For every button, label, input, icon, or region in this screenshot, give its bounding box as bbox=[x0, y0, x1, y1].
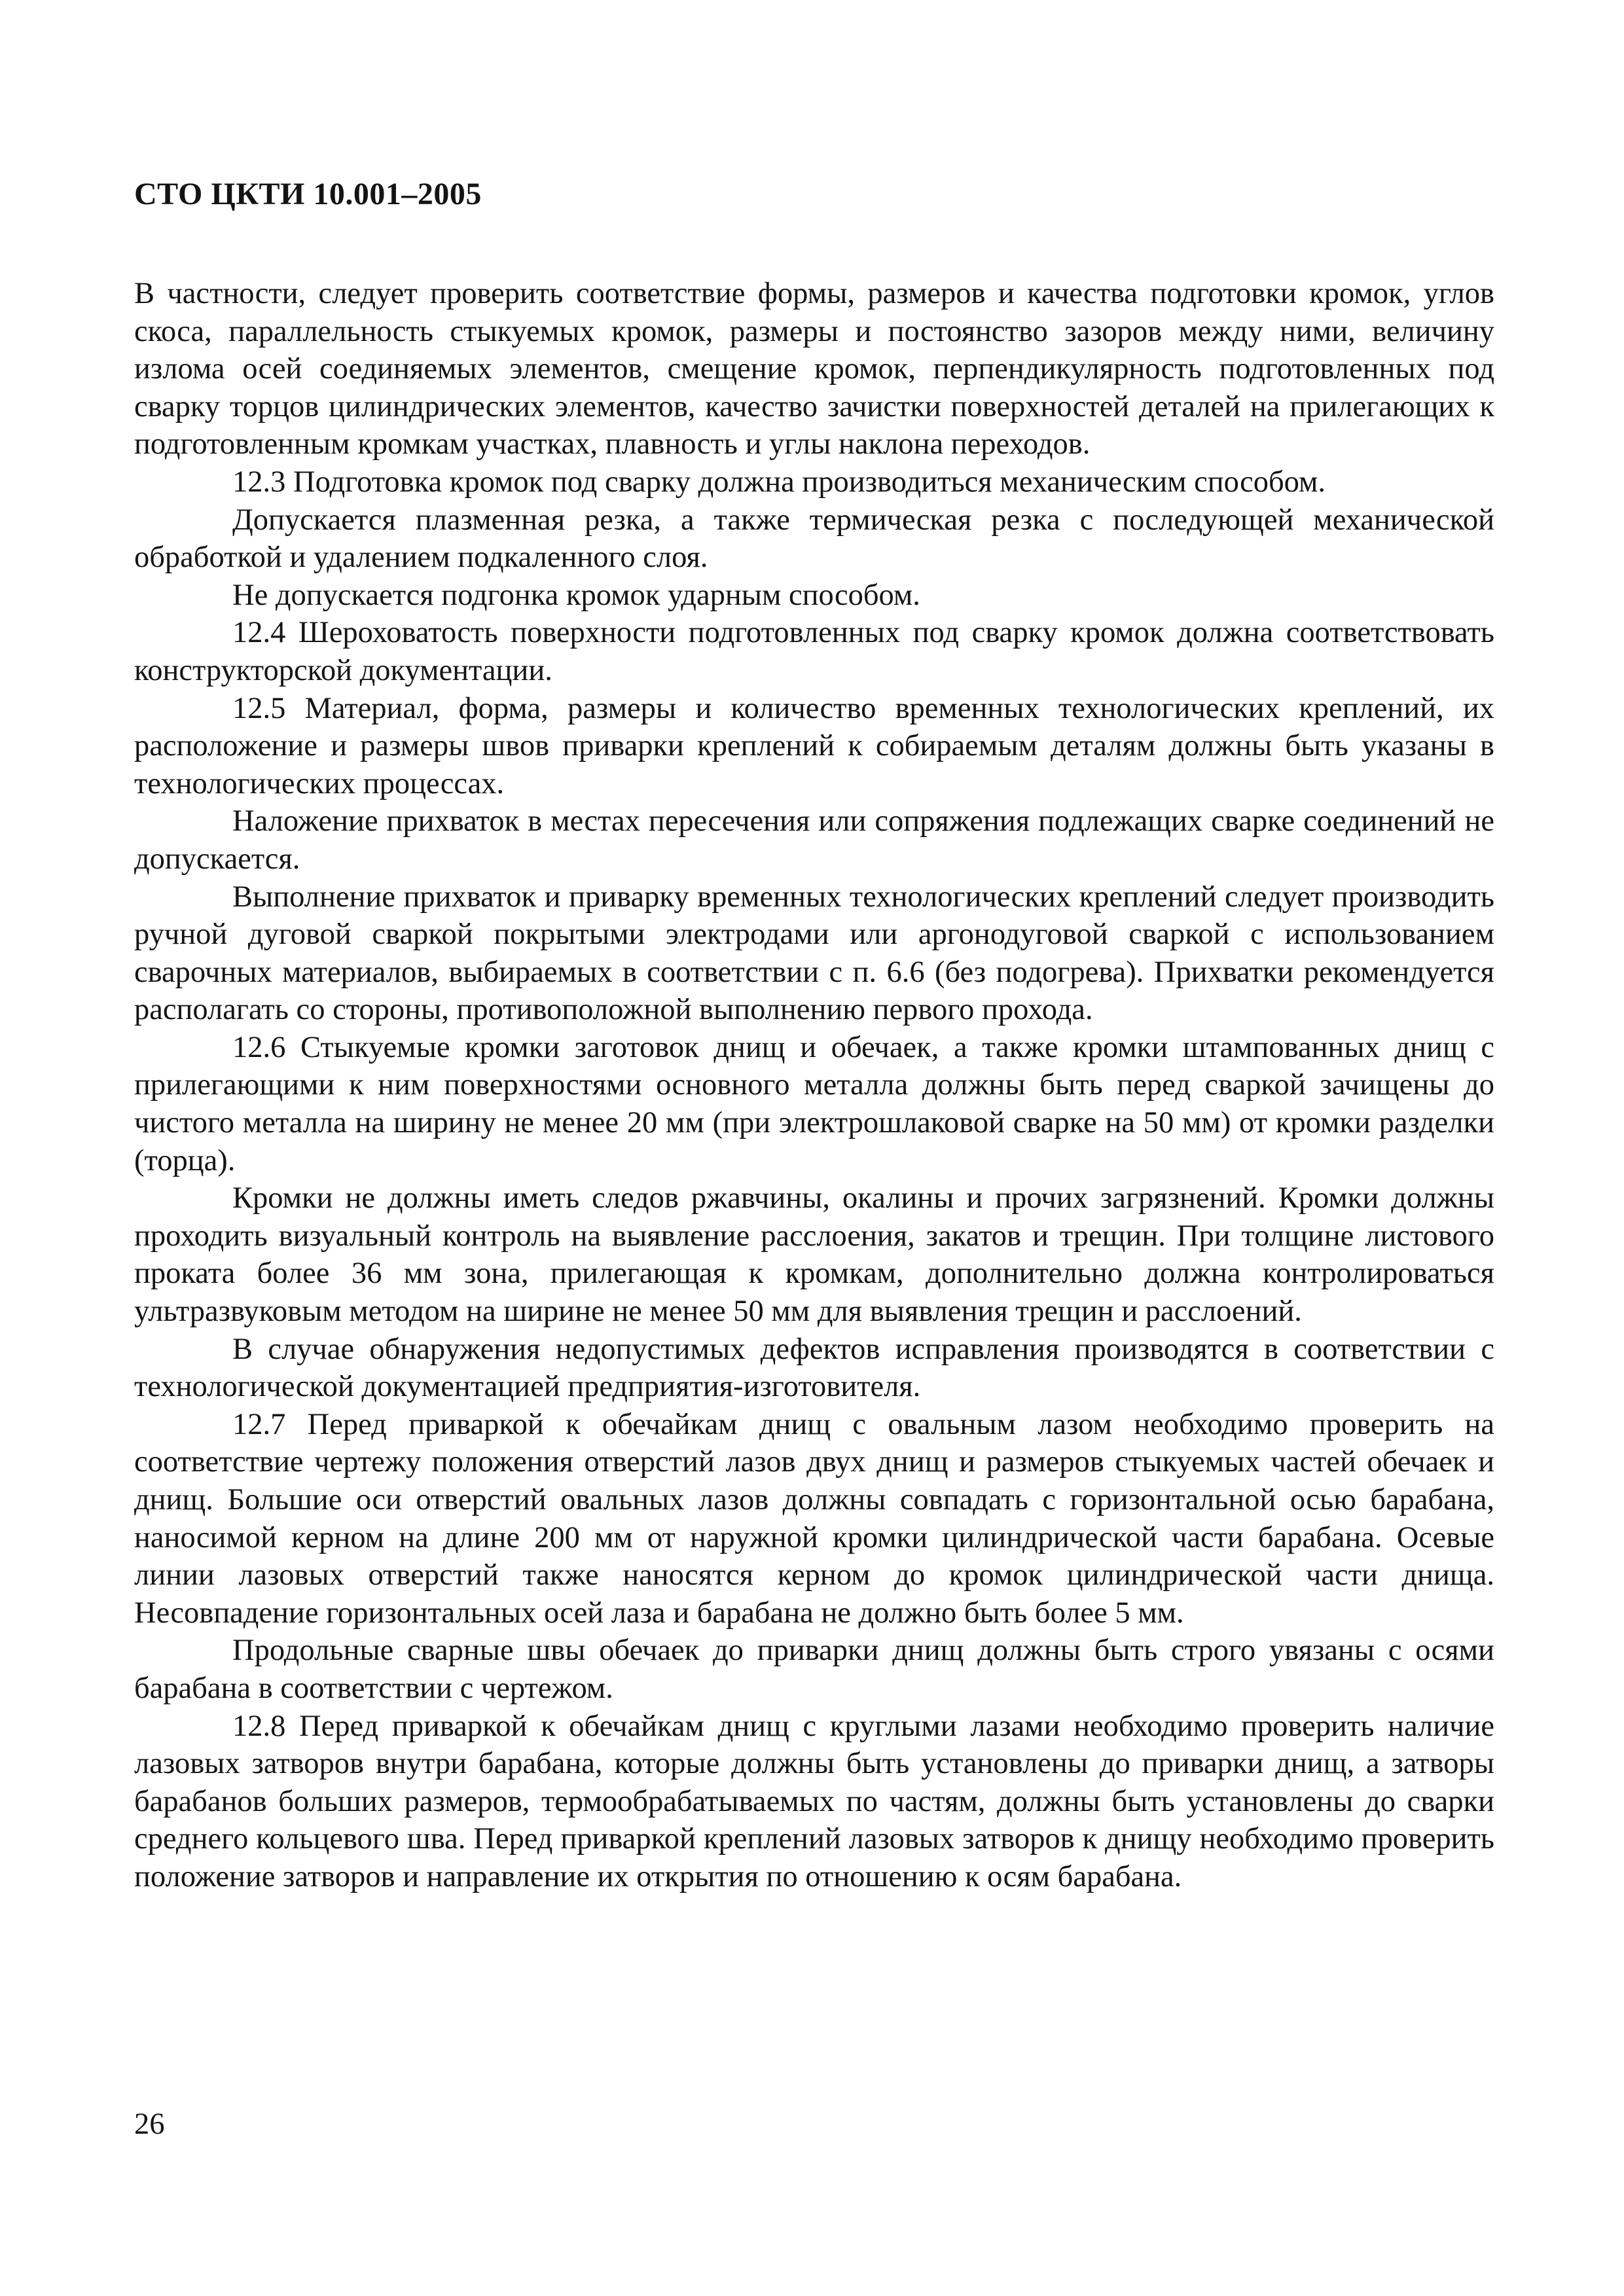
paragraph: В случае обнаружения недопустимых дефектов исправления производятся в соответствии с технологической документацией предприятия-изготовителя. bbox=[134, 1332, 1494, 1404]
paragraph: Продольные сварные швы обечаек до приварки днищ должны быть строго увязаны с осями барабана в соответствии с чертежом. bbox=[134, 1634, 1494, 1705]
paragraph: Кромки не должны иметь следов ржавчины, окалины и прочих загрязнений. Кромки должны проходить визуальный контроль на выявление расслоения, закатов и трещин. При толщине листового проката более 36 мм зона, прилегающая к кромкам, дополнительно должна контролироваться ультразвуковым методом на ширине не менее 50 мм для выявления трещин и расслоений. bbox=[134, 1181, 1494, 1329]
paragraph: 12.3 Подготовка кромок под сварку должна производиться механическим способом. bbox=[232, 465, 1326, 499]
page-number: 26 bbox=[134, 2108, 165, 2141]
paragraph: Выполнение прихваток и приварку временных технологических креплений следует производить ручной дуговой сваркой покрытыми электродами или аргонодуговой сваркой с использованием сварочных материалов, выбираемых в соответствии с п. 6.6 (без подогрева). Прихватки рекомендуется располагать со стороны, противоположной выполнению первого прохода. bbox=[134, 880, 1494, 1027]
document-body bbox=[134, 275, 1494, 1896]
paragraph: Допускается плазменная резка, а также термическая резка с последующей механической обработкой и удалением подкаленного слоя. bbox=[134, 503, 1494, 575]
paragraph: 12.7 Перед приваркой к обечайкам днищ с овальным лазом необходимо проверить на соответствие чертежу положения отверстий лазов двух днищ и размеров стыкуемых частей обечаек и днищ. Большие оси отверстий овальных лазов должны совпадать с горизонтальной осью барабана, наносимой керном на длине 200 мм от наружной кромки цилиндрической части барабана. Осевые линии лазовых отверстий также наносятся керном до кромок цилиндрической части днища. Несовпадение горизонтальных осей лаза и барабана не должно быть более 5 мм. bbox=[134, 1407, 1494, 1630]
document-header: СТО ЦКТИ 10.001–2005 bbox=[134, 177, 482, 211]
paragraph: 12.6 Стыкуемые кромки заготовок днищ и обечаек, а также кромки штампованных днищ с прилегающими к ним поверхностями основного металла должны быть перед сваркой зачищены до чистого металла на ширину не менее 20 мм (при электрошлаковой сварке на 50 мм) от кромки разделки (торца). bbox=[134, 1030, 1494, 1177]
paragraph: Наложение прихваток в местах пересечения или сопряжения подлежащих сварке соединений не допускается. bbox=[134, 804, 1494, 876]
paragraph: 12.5 Материал, форма, размеры и количество временных технологических креплений, их расположение и размеры швов приварки креплений к собираемым деталям должны быть указаны в технологических процессах. bbox=[134, 691, 1494, 800]
paragraph: 12.4 Шероховатость поверхности подготовленных под сварку кромок должна соответствовать конструкторской документации. bbox=[134, 616, 1494, 687]
paragraph: 12.8 Перед приваркой к обечайкам днищ с круглыми лазами необходимо проверить наличие лазовых затворов внутри барабана, которые должны быть установлены до приварки днищ, а затворы барабанов больших размеров, термообрабатываемых по частям, должны быть установлены до сварки среднего кольцевого шва. Перед приваркой креплений лазовых затворов к днищу необходимо проверить положение затворов и направление их открытия по отношению к осям барабана. bbox=[134, 1709, 1494, 1893]
paragraph: В частности, следует проверить соответствие формы, размеров и качества подготовки кромок, углов скоса, параллельность стыкуемых кромок, размеры и постоянство зазоров между ними, величину излома осей соединяемых элементов, смещение кромок, перпендикулярность подготовленных под сварку торцов цилиндрических элементов, качество зачистки поверхностей деталей на прилегающих к подготовленным кромкам участках, плавность и углы наклона переходов. bbox=[134, 277, 1494, 461]
paragraph: Не допускается подгонка кромок ударным способом. bbox=[232, 578, 920, 612]
